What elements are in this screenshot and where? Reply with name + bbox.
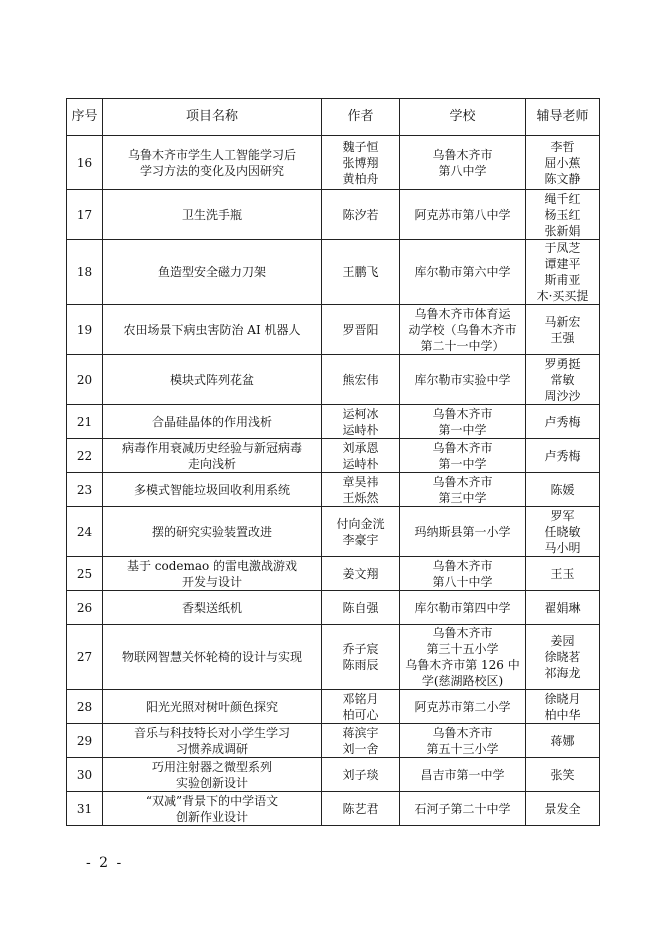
cell-name: 农田场景下病虫害防治 AI 机器人	[103, 305, 322, 355]
header-author: 作者	[322, 99, 400, 136]
cell-name: 香梨送纸机	[103, 591, 322, 625]
cell-no: 30	[67, 758, 103, 792]
cell-no: 21	[67, 405, 103, 439]
cell-no: 17	[67, 190, 103, 240]
header-school: 学校	[400, 99, 526, 136]
cell-school: 阿克苏市第二小学	[400, 690, 526, 724]
cell-no: 29	[67, 724, 103, 758]
cell-author: 刘承恩 运峙朴	[322, 439, 400, 473]
table-row	[67, 136, 600, 190]
cell-school: 库尔勒市实验中学	[400, 355, 526, 405]
cell-no: 27	[67, 625, 103, 690]
cell-teacher: 陈媛	[526, 473, 600, 507]
cell-author: 刘子琰	[322, 758, 400, 792]
cell-school: 乌鲁木齐市 第三中学	[400, 473, 526, 507]
cell-teacher: 马新宏 王强	[526, 305, 600, 355]
cell-school: 阿克苏市第八中学	[400, 190, 526, 240]
cell-author: 姜文翔	[322, 557, 400, 591]
cell-teacher: 张笑	[526, 758, 600, 792]
cell-name: 阳光光照对树叶颜色探究	[103, 690, 322, 724]
cell-author: 罗晋阳	[322, 305, 400, 355]
cell-author: 付向金洸 李豪宇	[322, 507, 400, 557]
cell-no: 20	[67, 355, 103, 405]
cell-no: 31	[67, 792, 103, 826]
cell-name: 乌鲁木齐市学生人工智能学习后 学习方法的变化及内因研究	[103, 136, 322, 190]
cell-teacher: 蒋娜	[526, 724, 600, 758]
cell-school: 乌鲁木齐市 第一中学	[400, 439, 526, 473]
page-number: - 2 -	[86, 855, 124, 871]
header-name: 项目名称	[103, 99, 322, 136]
table-row	[67, 305, 600, 355]
cell-teacher: 景发全	[526, 792, 600, 826]
table-row	[67, 792, 600, 826]
cell-name: 鱼造型安全磁力刀架	[103, 240, 322, 305]
cell-no: 25	[67, 557, 103, 591]
cell-author: 陈艺君	[322, 792, 400, 826]
cell-name: “双减”背景下的中学语文 创新作业设计	[103, 792, 322, 826]
cell-author: 章昊祎 王烁然	[322, 473, 400, 507]
cell-name: 音乐与科技特长对小学生学习 习惯养成调研	[103, 724, 322, 758]
cell-no: 22	[67, 439, 103, 473]
cell-no: 23	[67, 473, 103, 507]
cell-author: 邓铭月 柏可心	[322, 690, 400, 724]
table-row	[67, 758, 600, 792]
cell-school: 昌吉市第一中学	[400, 758, 526, 792]
cell-no: 28	[67, 690, 103, 724]
cell-author: 运柯冰 运峙朴	[322, 405, 400, 439]
table-row	[67, 190, 600, 240]
table-body	[67, 136, 600, 826]
cell-author: 熊宏伟	[322, 355, 400, 405]
cell-name: 物联网智慧关怀轮椅的设计与实现	[103, 625, 322, 690]
cell-name: 卫生洗手瓶	[103, 190, 322, 240]
cell-school: 乌鲁木齐市体育运 动学校（乌鲁木齐市 第二十一中学）	[400, 305, 526, 355]
cell-school: 乌鲁木齐市 第五十三小学	[400, 724, 526, 758]
table-row	[67, 591, 600, 625]
cell-teacher: 卢秀梅	[526, 405, 600, 439]
project-table	[66, 98, 600, 826]
cell-author: 乔子宸 陈雨辰	[322, 625, 400, 690]
cell-name: 基于 codemao 的雷电激战游戏 开发与设计	[103, 557, 322, 591]
table-row	[67, 355, 600, 405]
cell-no: 18	[67, 240, 103, 305]
cell-author: 王鹏飞	[322, 240, 400, 305]
cell-author: 魏子恒 张博翔 黄柏舟	[322, 136, 400, 190]
table-header-row	[67, 99, 600, 136]
cell-name: 摆的研究实验装置改进	[103, 507, 322, 557]
cell-teacher: 姜园 徐晓茗 祁海龙	[526, 625, 600, 690]
cell-teacher: 罗勇挺 常敏 周沙沙	[526, 355, 600, 405]
cell-school: 乌鲁木齐市 第一中学	[400, 405, 526, 439]
cell-school: 库尔勒市第六中学	[400, 240, 526, 305]
table-row	[67, 690, 600, 724]
cell-school: 乌鲁木齐市 第三十五小学 乌鲁木齐市第 126 中 学(慈湖路校区)	[400, 625, 526, 690]
cell-author: 蒋滨宇 刘一舍	[322, 724, 400, 758]
cell-no: 19	[67, 305, 103, 355]
table-row	[67, 405, 600, 439]
cell-school: 石河子第二十中学	[400, 792, 526, 826]
cell-teacher: 王玉	[526, 557, 600, 591]
table-row	[67, 439, 600, 473]
cell-school: 乌鲁木齐市 第八中学	[400, 136, 526, 190]
cell-teacher: 罗军 任晓敏 马小明	[526, 507, 600, 557]
table-row	[67, 507, 600, 557]
table-row	[67, 240, 600, 305]
table-row	[67, 625, 600, 690]
cell-school: 库尔勒市第四中学	[400, 591, 526, 625]
cell-teacher: 卢秀梅	[526, 439, 600, 473]
cell-teacher: 翟娟琳	[526, 591, 600, 625]
cell-teacher: 于凤芝 谭建平 斯甫亚 木·买买提	[526, 240, 600, 305]
cell-name: 巧用注射器之微型系列 实验创新设计	[103, 758, 322, 792]
header-teacher: 辅导老师	[526, 99, 600, 136]
cell-name: 合晶硅晶体的作用浅析	[103, 405, 322, 439]
cell-name: 模块式阵列花盆	[103, 355, 322, 405]
cell-name: 病毒作用衰减历史经验与新冠病毒 走向浅析	[103, 439, 322, 473]
cell-teacher: 徐晓月 柏中华	[526, 690, 600, 724]
cell-author: 陈自强	[322, 591, 400, 625]
cell-school: 乌鲁木齐市 第八十中学	[400, 557, 526, 591]
cell-teacher: 李哲 屈小蕉 陈文静	[526, 136, 600, 190]
header-no: 序号	[67, 99, 103, 136]
table-row	[67, 473, 600, 507]
cell-no: 26	[67, 591, 103, 625]
table-row	[67, 724, 600, 758]
table-row	[67, 557, 600, 591]
cell-author: 陈汐若	[322, 190, 400, 240]
cell-no: 16	[67, 136, 103, 190]
cell-name: 多模式智能垃圾回收利用系统	[103, 473, 322, 507]
cell-no: 24	[67, 507, 103, 557]
cell-school: 玛纳斯县第一小学	[400, 507, 526, 557]
cell-teacher: 绳千红 杨玉红 张新娟	[526, 190, 600, 240]
